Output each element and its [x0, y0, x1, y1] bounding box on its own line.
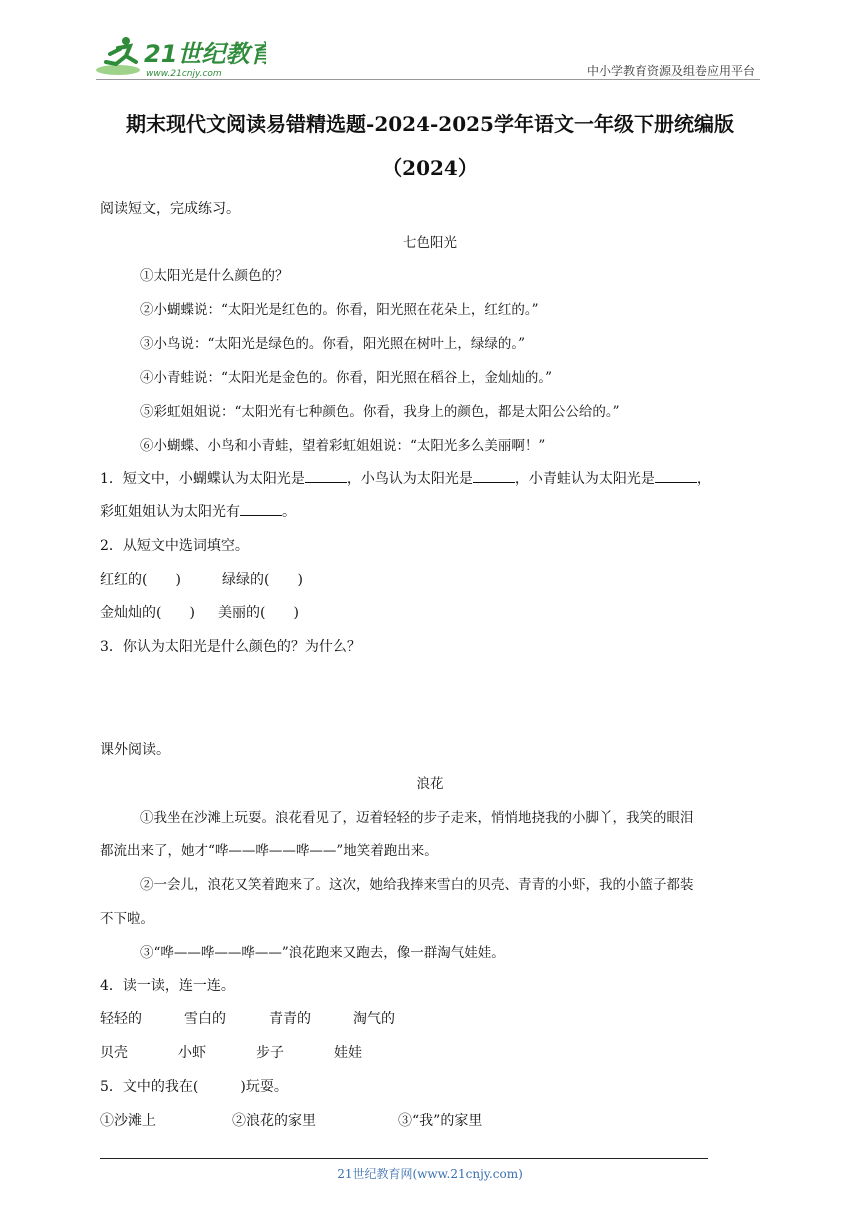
- question-1-text: 1．短文中，小蝴蝶认为太阳光是: [100, 471, 305, 487]
- answer-blank[interactable]: [473, 468, 515, 483]
- header-platform-text: 中小学教育资源及组卷应用平台: [586, 64, 755, 78]
- question-4: 4．读一读，连一连。: [100, 978, 235, 994]
- q5-option[interactable]: ②浪花的家里: [232, 1113, 316, 1129]
- passage1-paragraph: ①太阳光是什么颜色的？: [140, 268, 289, 284]
- passage1-paragraph: ④小青蛙说：“太阳光是金色的。你看，阳光照在稻谷上，金灿灿的。”: [140, 370, 553, 386]
- passage1-paragraph: ③小鸟说：“太阳光是绿色的。你看，阳光照在树叶上，绿绿的。”: [140, 336, 526, 352]
- answer-blank[interactable]: [240, 501, 282, 516]
- answer-blank[interactable]: [305, 468, 347, 483]
- q2-option: 金灿灿的( ): [100, 605, 195, 621]
- question-5: 5．文中的我在( )玩耍。: [100, 1079, 288, 1095]
- logo-text: 21世纪教育: [144, 40, 266, 68]
- question-1-text: ，: [696, 471, 711, 487]
- passage2-paragraph: ①我坐在沙滩上玩耍。浪花看见了，迈着轻轻的步子走来，悄悄地挠我的小脚丫，我笑的眼泪: [140, 810, 694, 826]
- runner-logo-icon: [96, 34, 266, 80]
- q2-option: 绿绿的( ): [222, 572, 303, 588]
- question-2: 2．从短文中选词填空。: [100, 538, 249, 554]
- question-1-text: ，小鸟认为太阳光是: [346, 471, 473, 487]
- q2-option: 美丽的( ): [218, 605, 299, 621]
- passage2-heading: 浪花: [416, 776, 444, 792]
- logo-url: www.21cnjy.com: [146, 69, 222, 79]
- passage2-intro: 课外阅读。: [100, 742, 170, 758]
- passage1-intro: 阅读短文，完成练习。: [100, 201, 240, 217]
- q4-word[interactable]: 淘气的: [353, 1011, 395, 1027]
- footer-link[interactable]: 21世纪教育网(www.21cnjy.com): [337, 1167, 523, 1181]
- page-title: 期末现代文阅读易错精选题-2024-2025学年语文一年级下册统编版: [126, 112, 734, 136]
- q4-word[interactable]: 贝壳: [100, 1045, 128, 1061]
- site-logo: [96, 34, 266, 80]
- passage2-paragraph: 都流出来了，她才“哗——哗——哗——”地笑着跑出来。: [100, 843, 438, 859]
- q4-word[interactable]: 轻轻的: [100, 1011, 142, 1027]
- q4-word[interactable]: 小虾: [178, 1045, 206, 1061]
- q5-option[interactable]: ①沙滩上: [100, 1113, 156, 1129]
- q4-word[interactable]: 雪白的: [184, 1011, 226, 1027]
- q4-word[interactable]: 青青的: [269, 1011, 311, 1027]
- question-1-text: 彩虹姐姐认为太阳光有: [100, 504, 240, 520]
- q2-option: 红红的( ): [100, 572, 181, 588]
- passage2-paragraph: 不下啦。: [100, 911, 154, 927]
- answer-blank[interactable]: [655, 468, 697, 483]
- passage1-paragraph: ②小蝴蝶说：“太阳光是红色的。你看，阳光照在花朵上，红红的。”: [140, 302, 539, 318]
- passage1-paragraph: ⑤彩虹姐姐说：“太阳光有七种颜色。你看，我身上的颜色，都是太阳公公给的。”: [140, 404, 620, 420]
- question-1-line2: [100, 501, 296, 521]
- question-1-text: ，小青蛙认为太阳光是: [514, 471, 655, 487]
- header-divider: [96, 79, 760, 80]
- question-1: [100, 468, 711, 488]
- q4-word[interactable]: 娃娃: [334, 1045, 362, 1061]
- footer-divider: [100, 1158, 708, 1159]
- passage2-paragraph: ③“哗——哗——哗——”浪花跑来又跑去，像一群淘气娃娃。: [140, 945, 505, 961]
- q4-word[interactable]: 步子: [256, 1045, 284, 1061]
- q5-option[interactable]: ③“我”的家里: [398, 1113, 483, 1129]
- passage1-heading: 七色阳光: [403, 235, 457, 251]
- passage2-paragraph: ②一会儿，浪花又笑着跑来了。这次，她给我捧来雪白的贝壳、青青的小虾，我的小篮子都装: [140, 877, 694, 893]
- question-3: 3．你认为太阳光是什么颜色的？为什么？: [100, 639, 361, 655]
- page-title-year: （2024）: [382, 156, 478, 180]
- question-1-text: 。: [282, 504, 296, 520]
- passage1-paragraph: ⑥小蝴蝶、小鸟和小青蛙，望着彩虹姐姐说：“太阳光多么美丽啊！”: [140, 438, 546, 454]
